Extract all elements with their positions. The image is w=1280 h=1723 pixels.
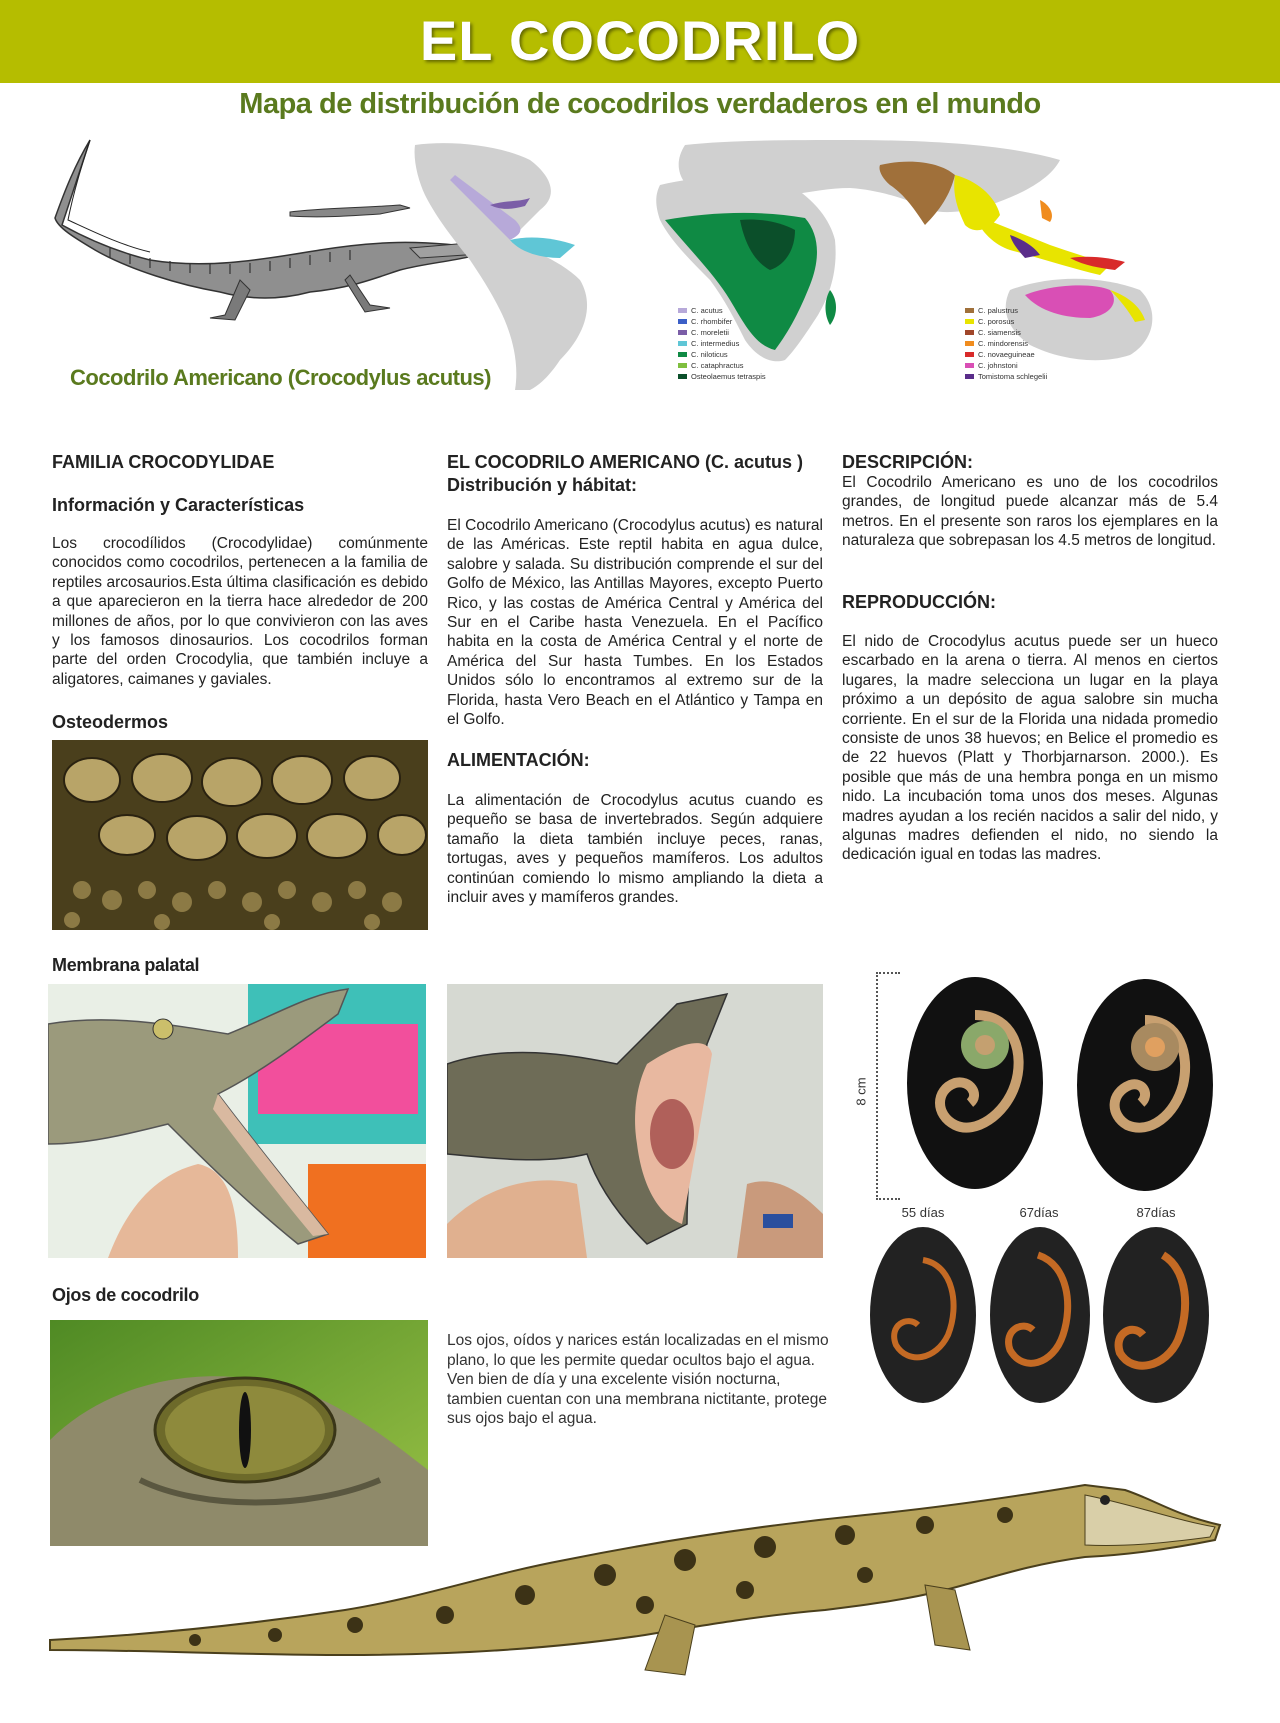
eyes-heading: Ojos de cocodrilo (52, 1285, 199, 1305)
palate-heading: Membrana palatal (52, 955, 200, 975)
scale-label: 8 cm (853, 1077, 869, 1106)
reproduction-heading: REPRODUCCIÓN: (842, 592, 997, 612)
embryo-label: 55 días (901, 1205, 945, 1220)
legend-item: C. novaeguineae (965, 349, 1047, 360)
habitat-heading: Distribución y hábitat: (447, 475, 638, 495)
info-heading: Información y Características (52, 495, 305, 515)
crocodile-photo-bottom (45, 1465, 1225, 1685)
habitat-text: El Cocodrilo Americano (Crocodylus acutus) es natural de las Américas. Este reptil habita en agua dulce, salobre y salada. Su distribución comprende el sur del Golfo de México, las Antillas Mayores, excepto Puerto Rico, y las costas de América Central y América del Sur en el Caribe hasta Venezuela. En el Pacífico habita en la costa de América Central y el norte de América del Sur hasta Tumbes. En los Estados Unidos sólo lo encontramos al extremo sur de la Florida, hasta Vero Beach en el Atlántico y Tampa en el Golfo. (447, 517, 823, 729)
legend-item: C. intermedius (678, 338, 766, 349)
family-text: Los crocodílidos (Crocodylidae) comúnmente conocidos como cocodrilos, pertenecen a la familia de reptiles arcosaurios.Esta última clasificación es debido a que aparecieron en la tierra hace alrededor de 200 millones de años, por lo que convivieron con las aves y los famosos dinosaurios. Los cocodrilos forman parte del orden Crocodylia, que también incluye a aligatores, caimanes y gaviales. (52, 535, 428, 688)
legend-item: Tomistoma schlegelii (965, 371, 1047, 382)
embryo-scans-small (868, 1225, 1218, 1405)
palate-photo-left (48, 984, 426, 1258)
feeding-text: La alimentación de Crocodylus acutus cuando es pequeño se basa de invertebrados. Según adquiere tamaño la dieta también incluye peces, ranas, tortugas, aves y pequeños mamíferos. Los adultos continúan comiendo lo mismo ampliando la dieta a incluir aves y mamíferos grandes. (447, 792, 823, 907)
illustration-caption: Cocodrilo Americano (Crocodylus acutus) (70, 365, 491, 390)
embryo-label: 87días (1136, 1205, 1176, 1220)
eyes-text: Los ojos, oídos y narices están localizadas en el mismo plano, lo que les permite quedar ocultos bajo el agua. Ven bien de día y una excelente visión nocturna, tambien cuentan con una membrana nictitante, protege sus ojos bajo el agua. (447, 1332, 829, 1428)
embryo-scans-large (905, 975, 1225, 1195)
legend-item: C. cataphractus (678, 360, 766, 371)
family-heading: FAMILIA CROCODYLIDAE (52, 452, 275, 472)
legend-item: C. rhombifer (678, 316, 766, 327)
legend-item: C. acutus (678, 305, 766, 316)
legend-item: C. palustrus (965, 305, 1047, 316)
description-heading: DESCRIPCIÓN: (842, 452, 974, 472)
legend-item: Osteolaemus tetraspis (678, 371, 766, 382)
american-croc-heading: EL COCODRILO AMERICANO (C. acutus ) (447, 452, 804, 472)
description-text: El Cocodrilo Americano es uno de los cocodrilos grandes, de longitud puede alcanzar más de 5.4 metros. En el presente son raros los ejemplares en la naturaleza que sobrepasan los 4.5 metros de longitud. (842, 474, 1218, 550)
legend-item: C. siamensis (965, 327, 1047, 338)
embryo-label: 67días (1019, 1205, 1059, 1220)
map-title: Mapa de distribución de cocodrilos verdaderos en el mundo (239, 88, 1041, 120)
legend-item: C. niloticus (678, 349, 766, 360)
osteoderms-heading: Osteodermos (52, 712, 169, 732)
palate-photo-right (447, 984, 823, 1258)
legend-item: C. moreletii (678, 327, 766, 338)
osteoderms-photo (52, 740, 428, 930)
legend-item: C. johnstoni (965, 360, 1047, 371)
feeding-heading: ALIMENTACIÓN: (447, 750, 590, 770)
map-legend-right (965, 305, 1047, 382)
page-title: EL COCODRILO (419, 9, 861, 72)
scale-bar (876, 972, 900, 1200)
legend-item: C. porosus (965, 316, 1047, 327)
legend-item: C. mindorensis (965, 338, 1047, 349)
map-legend-left (678, 305, 766, 382)
distribution-map (410, 140, 1240, 390)
reproduction-text: El nido de Crocodylus acutus puede ser un hueco escarbado en la arena o tierra. Al menos en ciertos lugares, la madre selecciona un lugar en la playa próximo a un depósito de agua salobre sin mucha corriente. En el sur de la Florida una nidada promedio consiste de unos 38 huevos; en Belice el promedio es de 22 huevos (Platt y Thorbjarnarson. 2000.). Es posible que más de una hembra ponga en un mismo nido. La incubación toma unos dos meses. Algunas madres ayudan a los recién nacidos a salir del nido, y algunas madres defienden el nido, no siendo la dedicación igual en todas las madres. (842, 633, 1218, 864)
